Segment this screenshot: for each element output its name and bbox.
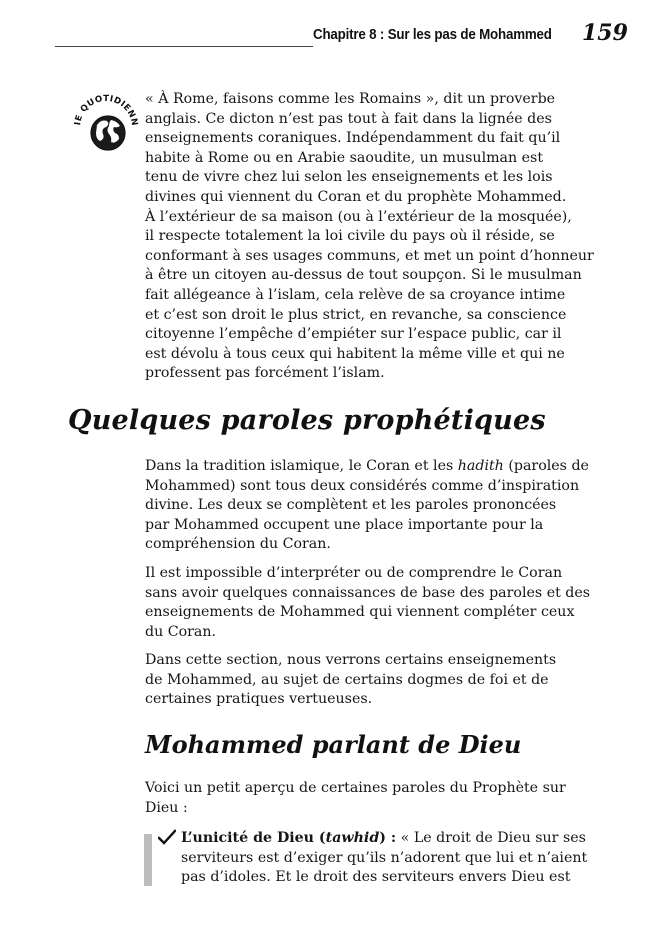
tawhid-term: tawhid: [325, 830, 380, 846]
text-line: fait allégeance à l’islam, cela relève de sa croyance intime: [145, 286, 566, 303]
section-heading: Quelques paroles prophétiques: [68, 405, 546, 436]
text-line: de Mohammed, au sujet de certains dogmes de foi et de: [145, 671, 549, 688]
section1-paragraph-3: [145, 651, 615, 710]
text-line: Il est impossible d’interpréter ou de comprendre le Coran: [145, 565, 563, 581]
text-run: Dans la tradition islamique, le Coran et les: [145, 458, 458, 474]
subsection-heading: Mohammed parlant de Dieu: [145, 730, 522, 759]
text-line: par Mohammed occupent une place importante pour la: [145, 516, 544, 533]
text-run: « Le droit de Dieu sur ses: [396, 830, 586, 846]
text-line: à être un citoyen au-dessus de tout soupçon. Si le musulman: [145, 267, 582, 284]
text-line: « À Rome, faisons comme les Romains », dit un proverbe: [145, 91, 556, 107]
text-line: et c’est son droit le plus strict, en revanche, sa conscience: [145, 306, 567, 323]
icon-label: IE QUOTIDIENN: [73, 93, 140, 127]
running-head: Chapitre 8 : Sur les pas de Mohammed: [313, 27, 552, 43]
text-line: professent pas forcément l’islam.: [145, 365, 385, 382]
text-line: sans avoir quelques connaissances de base des paroles et des: [145, 584, 591, 601]
text-line: divine. Les deux se complètent et les paroles prononcées: [145, 497, 557, 514]
bullet-item: [181, 829, 611, 888]
text-line: certaines pratiques vertueuses.: [145, 691, 373, 708]
text-line: conformant à ses usages communs, et met un point d’honneur: [145, 247, 594, 264]
text-line: citoyenne l’empêche d’empiéter sur l’espace public, car il: [145, 326, 562, 343]
text-line: [181, 829, 611, 849]
text-line: Dans cette section, nous verrons certains enseignements: [145, 652, 557, 668]
text-line: Mohammed) sont tous deux considérés comme d’inspiration: [145, 477, 580, 494]
section1-paragraph-1: [145, 457, 615, 555]
text-line: pas d’idoles. Et le droit des serviteurs envers Dieu est: [181, 869, 571, 886]
section2-intro: [145, 779, 615, 818]
bullet-sidebar: [144, 834, 152, 886]
text-line: Voici un petit aperçu de certaines paroles du Prophète sur: [145, 780, 566, 796]
text-line: il respecte totalement la loi civile du pays où il réside, se: [145, 228, 555, 245]
bullet-term: [181, 830, 396, 846]
text-line: tenu de vivre chez lui selon les enseignements et les lois: [145, 169, 553, 186]
text-line: est dévolu à tous ceux qui habitent la même ville et qui ne: [145, 345, 565, 362]
text-line: [145, 457, 615, 477]
text-line: du Coran.: [145, 623, 217, 640]
text-run: ) :: [379, 830, 397, 846]
text-run: (paroles de: [503, 458, 589, 474]
text-line: habite à Rome ou en Arabie saoudite, un musulman est: [145, 149, 544, 166]
text-line: divines qui viennent du Coran et du prophète Mohammed.: [145, 188, 567, 205]
text-line: serviteurs est d’exiger qu’ils n’adorent que lui et n’aient: [181, 849, 588, 866]
hadith-term: hadith: [457, 458, 504, 474]
text-line: enseignements coraniques. Indépendamment du fait qu’il: [145, 130, 561, 147]
checkmark-icon: [158, 828, 176, 846]
text-line: compréhension du Coran.: [145, 536, 331, 553]
text-line: Dieu :: [145, 799, 188, 816]
text-run: L’unicité de Dieu (: [181, 830, 326, 846]
section1-paragraph-2: [145, 564, 615, 642]
text-line: anglais. Ce dicton n’est pas tout à fait dans la lignée des: [145, 110, 552, 127]
text-line: enseignements de Mohammed qui viennent compléter ceux: [145, 604, 575, 621]
vie-quotidienne-globe-icon: [68, 87, 144, 163]
page-number: 159: [582, 20, 628, 46]
intro-paragraph: [145, 90, 615, 384]
header-rule: [55, 46, 313, 47]
text-line: À l’extérieur de sa maison (ou à l’extérieur de la mosquée),: [145, 208, 572, 225]
